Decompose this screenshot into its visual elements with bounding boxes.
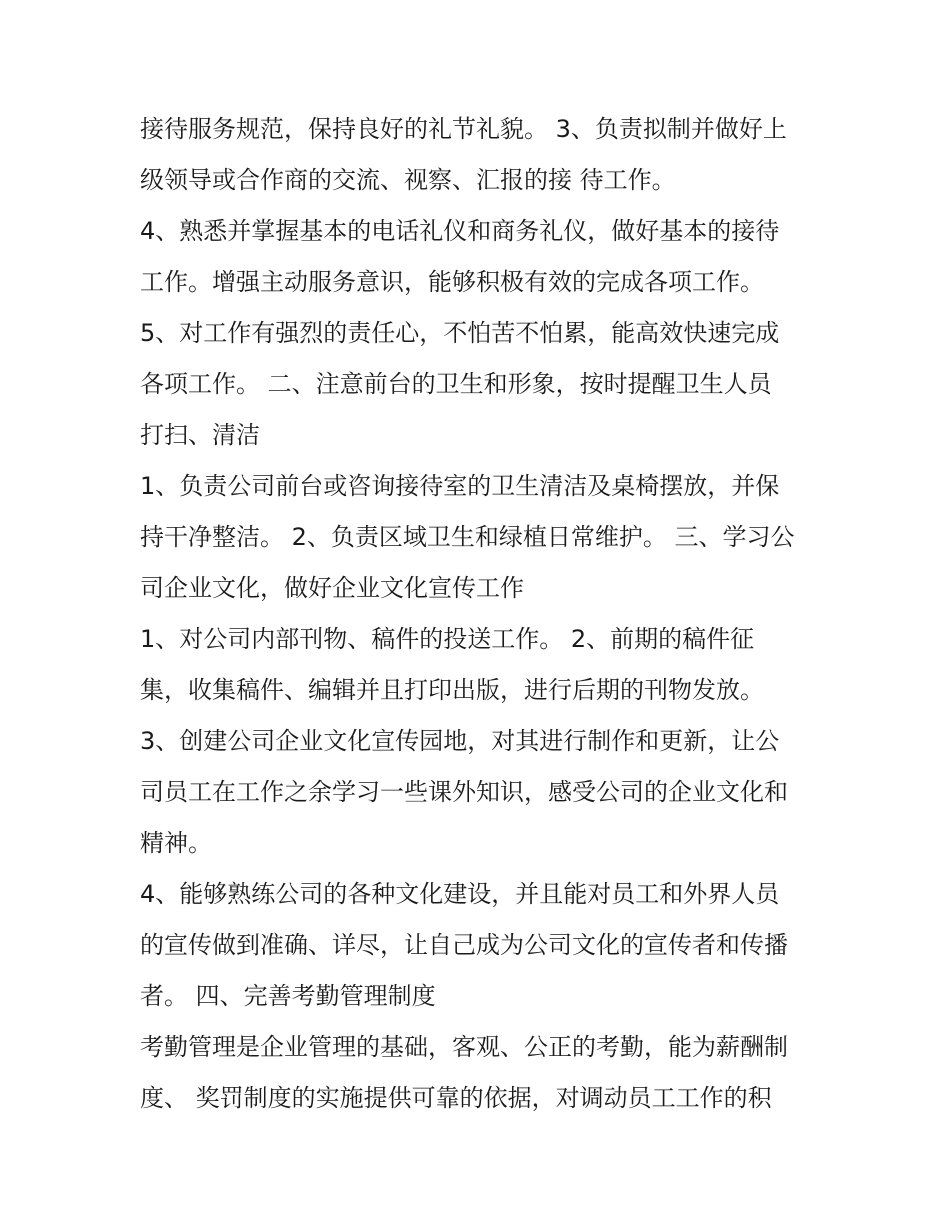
text-line: 4、能够熟练公司的各种文化建设，并且能对员工和外界人员 [140, 880, 780, 908]
text-line: 度、 奖罚制度的实施提供可靠的依据，对调动员工工作的积 [140, 1084, 772, 1112]
text-line: 司企业文化，做好企业文化宣传工作 [140, 574, 524, 602]
text-line: 打扫、清洁 [140, 421, 260, 449]
text-line: 者。 四、完善考勤管理制度 [140, 982, 436, 1010]
text-line: 3、创建公司企业文化宣传园地，对其进行制作和更新，让公 [140, 727, 780, 755]
text-line: 工作。增强主动服务意识，能够积极有效的完成各项工作。 [140, 268, 764, 296]
text-line: 1、对公司内部刊物、稿件的投送工作。 2、前期的稿件征 [140, 625, 755, 653]
text-line: 的宣传做到准确、详尽，让自己成为公司文化的宣传者和传播 [140, 931, 788, 959]
document-body [140, 104, 820, 1124]
text-line: 5、对工作有强烈的责任心，不怕苦不怕累，能高效快速完成 [140, 319, 780, 347]
text-line: 考勤管理是企业管理的基础，客观、公正的考勤，能为薪酬制 [140, 1033, 788, 1061]
text-line: 级领导或合作商的交流、视察、汇报的接 待工作。 [140, 166, 676, 194]
text-line: 持干净整洁。 2、负责区域卫生和绿植日常维护。 三、学习公 [140, 523, 795, 551]
text-line: 集，收集稿件、编辑并且打印出版，进行后期的刊物发放。 [140, 676, 764, 704]
text-line: 1、负责公司前台或咨询接待室的卫生清洁及桌椅摆放，并保 [140, 472, 780, 500]
text-line: 各项工作。 二、注意前台的卫生和形象，按时提醒卫生人员 [140, 370, 772, 398]
text-line: 接待服务规范，保持良好的礼节礼貌。 3、负责拟制并做好上 [140, 115, 787, 143]
text-line: 精神。 [140, 829, 212, 857]
text-line: 4、熟悉并掌握基本的电话礼仪和商务礼仪，做好基本的接待 [140, 217, 780, 245]
text-line: 司员工在工作之余学习一些课外知识，感受公司的企业文化和 [140, 778, 788, 806]
